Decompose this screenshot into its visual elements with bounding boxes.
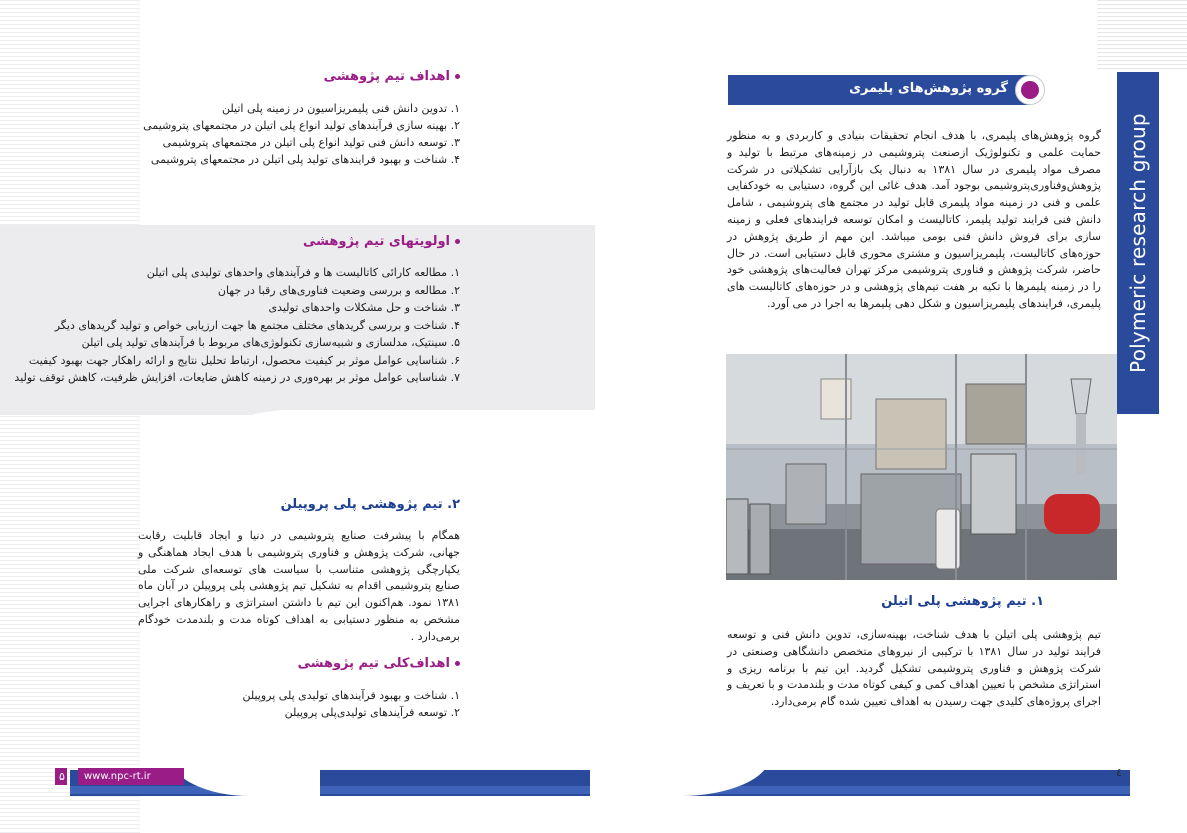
list-item: ۷. شناسایی عوامل موثر بر بهره‌وری در زمینه کاهش ضایعات، افزایش ظرفیت، کاهش توقف تولید xyxy=(14,371,460,384)
list-item: ۱. تدوین دانش فنی پلیمریزاسیون در زمینه پلی اتیلن xyxy=(222,102,460,115)
pe-team-heading: ۱. تیم پژوهشی پلی اتیلن xyxy=(881,594,1044,609)
list-item: ۱. شناخت و بهبود فرآیندهای تولیدی پلی پروپیلن xyxy=(242,689,460,702)
pe-team-paragraph: تیم پژوهشی پلی اتیلن با هدف شناخت، بهینه‌سازی، تدوین دانش فنی و توسعه فرایند تولید در سال ۱۳۸۱ با ترکیبی از نیروهای متخصص دانشگاهی وصنعتی در شرکت پژوهش و فناوری پتروشیمی تشکیل گردید. این تیم با برنامه ریزی و استراتژی مشخص با تعیین اهداف کمی و کیفی کوتاه مدت و بلندمدت و با تعریف و اجرای پروژه‌های کلیدی جهت رسیدن به اهداف تعیین شده گام برمی‌دارد. xyxy=(727,628,1101,709)
pp-goals-heading: اهداف‌کلی تیم پژوهشی xyxy=(298,656,460,671)
bullet-icon xyxy=(455,239,460,244)
decorative-stripes-left xyxy=(0,0,140,833)
list-item: ۲. توسعه فرآیندهای تولیدی‌پلی پروپیلن xyxy=(284,706,460,719)
bullet-icon xyxy=(455,661,460,666)
list-item: ۶. شناسایی عوامل موثر بر کیفیت محصول، ارتباط تحلیل نتایج و ارائه راهکار جهت بهبود کیفیت xyxy=(28,353,460,367)
vertical-label: Polymeric research group xyxy=(1126,113,1150,373)
group-intro-paragraph: گروه پژوهش‌های پلیمری، با هدف انجام تحقیقات بنیادی و کاربردی و به منظور حمایت علمی و تکنولوژیک ازصنعت پتروشیمی در زمینه‌های مرتبط با تولید و مصرف مواد پلیمری در سال ۱۳۸۱ به دنبال یک بازآرایی تشکیلاتی در شرکت پژوهش‌وفناوری‌پتروشیمی بوجود آمد. هدف غائی این گروه، دستیابی به خودکفایی علمی و فنی در زمینه مواد پلیمری قابل تولید در مجتمع های پتروشیمی ، شامل دانش فنی فرایند تولید پلیمر، کاتالیست و امکان توسعه فرایندهای فعلی و زمینه سازی برای فروش دانش فنی بومی میباشد. این مهم از طریق پژوهش در حوزه‌های کاتالیست، پلیمریزاسیون و مشتری محوری قابل دستیابی است. در حال حاضر، شرکت پژوهش و فناوری پتروشیمی مرکز تهران فعالیت‌های پژوهشی خود را در زمینه پلیمرها با تکیه بر هفت تیم‌های پژوهشی و در حوزه‌های کاتالیست های پلیمری، فرایندهای پلیمریزاسیون و شکل دهی پلیمرها به اجرا در می آورد. xyxy=(727,129,1102,310)
list-item: ۲. مطالعه و بررسی وضعیت فناوری‌های رقبا در جهان xyxy=(217,283,460,297)
goals-list xyxy=(143,100,460,168)
bullet-icon xyxy=(455,74,460,79)
priorities-heading: اولویتهای تیم پژوهشی xyxy=(303,234,460,249)
website-link[interactable]: www.npc-rt.ir xyxy=(78,768,184,785)
list-item: ۵. سینتیک، مدلسازی و شبیه‌سازی تکنولوژی‌های مربوط با فرآیندهای تولید پلی اتیلن xyxy=(81,336,460,349)
list-item: ۱. مطالعه کارائی کاتالیست ها و فرآیندهای واحدهای تولیدی پلی اتیلن xyxy=(146,266,460,279)
lab-photo-illustration xyxy=(726,354,1117,580)
pp-goals-list xyxy=(242,687,460,721)
list-item: ۴. شناخت و بهبود فرایندهای تولید پلی اتیلن در مجتمعهای پتروشیمی xyxy=(150,153,460,166)
list-item: ۲. بهینه سازی فرآیندهای تولید انواع پلی اتیلن در مجتمعهای پتروشیمی xyxy=(143,119,460,132)
pp-team-heading: ۲. تیم پژوهشی پلی پروپیلن xyxy=(280,497,460,512)
priorities-list xyxy=(14,264,460,387)
left-page-number: ۵ xyxy=(59,770,65,783)
list-item: ۳. شناخت و حل مشکلات واحدهای تولیدی xyxy=(268,301,460,314)
list-item: ۳. توسعه دانش فنی تولید انواع پلی اتیلن در مجتمعهای پتروشیمی xyxy=(162,136,460,149)
lab-equipment-photo xyxy=(726,354,1117,580)
title-circle-icon xyxy=(1015,75,1045,105)
pp-team-paragraph: همگام با پیشرفت صنایع پتروشیمی در دنیا و ایجاد قابلیت رقابت جهانی، شرکت پژوهش و فناوری پتروشیمی با هدف ایجاد هماهنگی و یکپارچگی پژوهشی متناسب با سیاست های توسعه‌ای شرکت ملی صنایع پتروشیمی اقدام به تشکیل تیم پژوهشی پلی پروپیلن در آبان ماه ۱۳۸۱ نمود. هم‌اکنون این تیم با داشتن استراتژی و راهکارهای اجرایی مشخص به منظور دستیابی به اهداف کوتاه مدت و بلندمدت خودگام برمی‌دارد . xyxy=(138,529,460,643)
goals-heading: اهداف تیم پژوهشی xyxy=(324,69,460,84)
group-title: گروه پژوهش‌های پلیمری xyxy=(849,81,1008,96)
list-item: ۴. شناخت و بررسی گریدهای مختلف مجتمع ها جهت ارزیابی خواص و تولید گریدهای دیگر xyxy=(54,318,460,332)
decorative-stripes-top-right xyxy=(1097,0,1187,70)
right-page-number: ٤ xyxy=(1116,766,1122,779)
